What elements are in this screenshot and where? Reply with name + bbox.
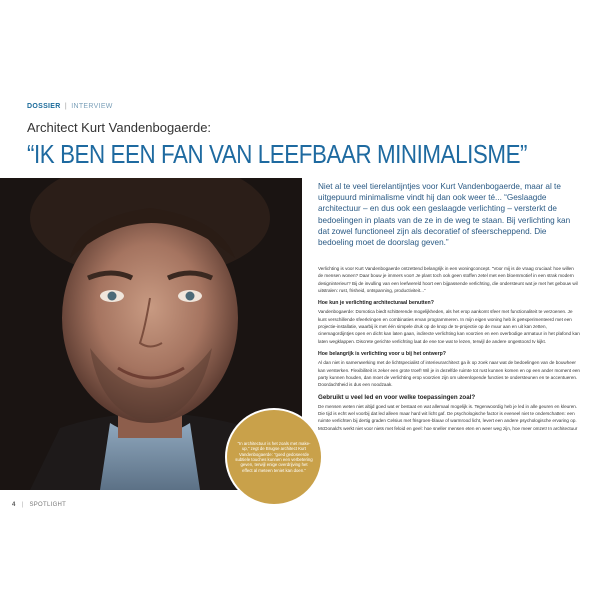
body-paragraph: Vandenbogaerde: Domotica biedt schitterende mogelijkheden, als het erop aankomt sfeer met functionaliteit te verzoenen. Je kunt verschillende sfeerkringen en combinaties ervan programmeren. In mijn eigen woning heb ik geëxperimenteerd met een projectie-installatie, waarbij ik met één simpele druk op de knop de tv-projectie op de muur aan en uit kan zetten, cinemagordijntjes open en dicht kan laten gaan, indirecte verlichting kan voorzien en een overbodige armatuur in het plafond kan laten wegklappen. Discrete gerichte verlichting laat de ene toe wat te lezen, terwijl de andere ongestoord tv kijkt. <box>318 309 580 344</box>
section-kicker <box>27 103 113 110</box>
page-footer <box>12 502 66 508</box>
page-number: 4 <box>12 502 16 508</box>
article-body <box>318 265 580 438</box>
body-paragraph: De mensen weten niet altijd goed wat er bestaat en wat allemaal mogelijk is. Tegenwoordig heb je led in alle geuren en kleuren. Die tijd is echt wel voorbij dat led alleen maar hard wit licht gaf. De psychologische factor is eveneel niet te onderschatten: een ruimte verlichten bij dertig graden Celsius met frisgroen-blauw of warmrood licht, levert een andere psychologische ervaring op. McDonald's werkt niet voor niets met feloid en geel: hoe sneller mensen eten en weer weg zijn, hoe meer omzet! In architectuur <box>318 403 578 431</box>
question-heading: Gebruikt u veel led en voor welke toepassingen zoal? <box>318 394 476 402</box>
footer-section: SPOTLIGHT <box>29 502 67 508</box>
body-paragraph: Verlichting is voor Kurt Vandenbogaerde ontzettend belangrijk in een woningconcept. “Voor mij is de vraag cruciaal: hoe willen de mensen wonen? Daar bouw je immers voor! Je plant toch ook geen stoffen zetel met een bloemmotief in een strak modern designinterieur? Bij de invulling van een leefwereld hoort een bijpassende verlichting, die ondersteunt wat je met het gebouw wil uitstralen: rust, frisheid, ontspanning, productiviteit...” <box>318 266 578 293</box>
pull-quote-text: “In architectuur is het zoals met make-up,” zegt de Brugse architect Kurt Vandenbogaerde: “goed gedoseerde subtiele touches kunnen een verbetering geven, terwijl enige overdrijving het effect al meteen teniet kan doen.” <box>235 440 313 473</box>
pull-quote-badge <box>227 410 321 504</box>
question-heading: Hoe belangrijk is verlichting voor u bij het ontwerp? <box>318 350 446 357</box>
article-subtitle: Architect Kurt Vandenbogaerde: <box>27 120 212 135</box>
question-heading: Hoe kun je verlichting architecturaal benutten? <box>318 300 434 307</box>
kicker-type: INTERVIEW <box>71 103 113 110</box>
footer-separator: | <box>21 502 24 508</box>
article-headline: “IK BEN EEN FAN VAN LEEFBAAR MINIMALISME” <box>27 139 528 169</box>
body-paragraph: Al dan niet in samenwerking met de lichtspecialist of interieurarchitect ga ik op zoek naar wat de bedoelingen van de bouwheer kan versterken. Flexibiliteit is zeker een grote troef! Wil je in dezelfde ruimte tot rust kunnen komen en op een ander moment een party kunnen houden, dan moet de verlichting erop voorzien zijn om uiteenlopende functies te ondersteunen en te accentueren. Doordachtheid is dus een noodzaak. <box>318 360 580 388</box>
article-intro: Niet al te veel tierelantijntjes voor Kurt Vandenbogaerde, maar al te uitgepuurd minimalisme vindt hij dan ook weer té... “Geslaagde architectuur – en dus ook een geslaagde verlichting – versterkt de bedoelingen in plaats van de ze in de weg te staan. Bij verlichting kan dat zowel functioneel zijn als decoratief of sfeerscheppend. Die bedoeling moet de doorslag geven.” <box>318 182 571 248</box>
kicker-section: DOSSIER <box>27 103 61 110</box>
kicker-separator: | <box>64 103 67 110</box>
